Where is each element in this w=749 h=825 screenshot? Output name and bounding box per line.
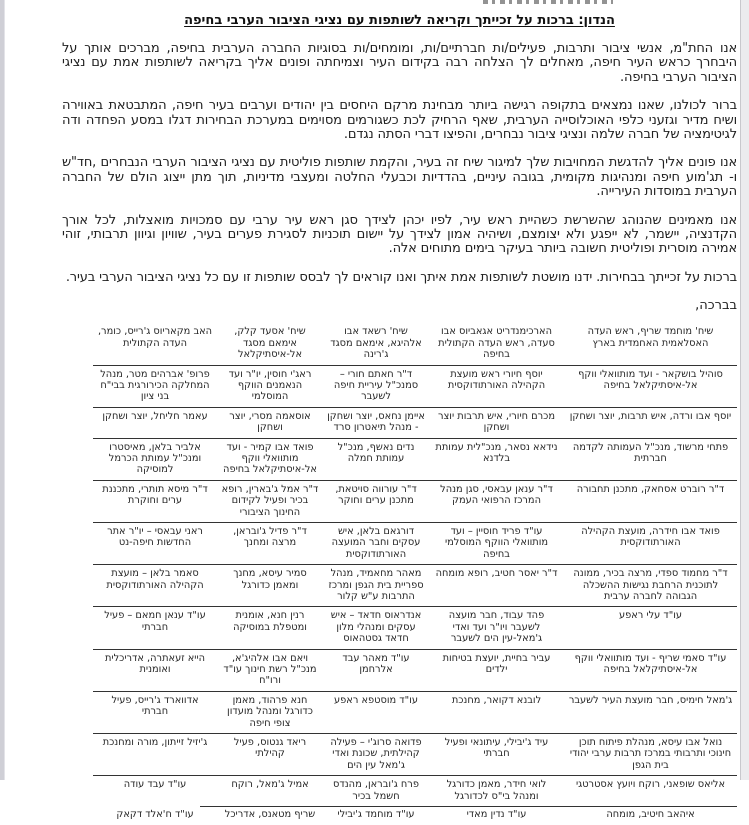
signatory-cell: דורגאם בלאן, איש עסקים וחבר המועצה האורתודוקסית — [331, 525, 421, 560]
signatory-cell: פתחי מרשוד, מנכ"ל העמותה לקדמה חברתית — [572, 441, 729, 464]
signatory-cell: ד"ר מיסא תותרי, מתכננת ערים וחוקרת — [102, 483, 208, 507]
signatory-row — [93, 692, 737, 734]
signatory-cell: אליאס שופאני, רוקח ויועץ אסטרטגי — [575, 779, 726, 791]
signatory-row — [93, 806, 737, 824]
signatory-row — [93, 323, 737, 365]
signatory-cell: עיד ג'יבילי, עיתונאי ופעיל חברתי — [444, 737, 549, 760]
signatory-cell: שריף מטאנס, אדריכל — [224, 809, 316, 821]
signatory-row — [93, 523, 737, 565]
signatory-cell: הארכימנדריט אגאביוס אבו סעדה, ראש העדה הקתולית בחיפה — [438, 326, 555, 361]
signatory-cell: שיח' אסעד קלק, אימאם מסגד אל-איסתיקלאל — [234, 326, 306, 361]
signatory-cell: עו"ד ח'אלד דקאק — [116, 809, 194, 821]
signatory-cell: ראני עבאסי – יו"ר אתר החדשות חיפה-נט — [107, 525, 203, 549]
signatory-cell: מכרם חיורי, איש תרבות יוצר ושחקן — [437, 410, 556, 434]
signatory-cell: פואד אבו חידרה, מועצת הקהילה האורתודוקסית — [581, 525, 720, 549]
closing-salutation: בברכה, — [695, 298, 737, 314]
signatory-cell: עו"ד מוסטפא ראפע — [334, 694, 418, 706]
signatory-cell: עו"ד מאהר עבד אלרחמן — [342, 652, 410, 676]
body-paragraph-3: אנו פונים אליך להדגשת המחויבות שלך למיגור שיח זה בעיר, והקמת שותפות פוליטית עם נציגי הציבור הערבי הנבחרים ,חד"ש ו- תג'מוע חיפה ומנהיגות מקומית, בגובה עיניים, בהדדיות וכבעלי החלטה ומעצבי מדיניות, תוך מתן ייצוג הולם של החברה הערבית במוסדות העירייה. — [62, 155, 737, 200]
signatory-cell: ד"ר מחמוד ספדי, מרצה בכיר, ממונה לתוכנית הרחבת נגישות ההשכלה הגבוהה לחברה ערבית — [573, 568, 728, 602]
signatory-row — [93, 408, 737, 439]
signatory-row — [93, 776, 737, 806]
letter-document — [62, 0, 737, 821]
signatory-cell: ד"ר עורווה סויטאת, מתכנן ערים וחוקר — [335, 483, 417, 507]
signatory-cell: עו"ד מוחמד ג'יבילי — [337, 809, 415, 821]
signatories-table — [93, 323, 737, 824]
signatory-cell: יוסף חיורי ראש מועצת הקהילה האורתודוקסית — [447, 368, 546, 391]
signatory-cell: נידאא נסאר, מנכ"לית עמותת בלדנא — [435, 441, 558, 464]
signatory-cell: סוהיל בושקאר - ועד מותוואלי ווקף אל-איסתיקלאל בחיפה — [578, 368, 723, 391]
signatory-row — [93, 607, 737, 649]
signatory-cell: אוסאמה מסרי, יוצר ושחקן — [229, 410, 311, 434]
signatory-cell: אנדראוס חדאד – איש עסקים ומנהלי מלון חדאד גסטהאוס — [330, 610, 422, 645]
signatory-cell: איהאב חיטיב, מומחה — [606, 809, 695, 821]
signatory-cell: ריאד גנטוס, פעיל קהילתי — [233, 737, 307, 760]
signatory-cell: מאהר מחאמיד, מנהל ספריית בית הגפן ומרכז התרבות ע"ש קלור — [328, 568, 424, 602]
signatory-cell: עו"ד ענאן חמאם – פעיל חברתי — [104, 610, 206, 633]
signatory-cell: לובנא דקואר, מחנכת — [451, 694, 542, 706]
signatory-cell: ד"ר יאסר חטיב, רופא מומחה — [435, 568, 558, 580]
signatory-cell: רנין חנא, אומנית ומטפלת במוסיקה — [233, 610, 307, 633]
signatory-cell: איימן נחאס, יוצר ושחקן - מנהל תיאטרון סרד — [327, 410, 425, 434]
signatory-cell: נדים נאשף, מנכ"ל עמותת חמלה — [337, 441, 415, 464]
signatory-cell: שיח' מוחמד שריף, ראש העדה האסלאמית האחמדית בארץ — [587, 326, 714, 349]
signatory-cell: נואל אבו עיסא, מנהלת פיתוח תוכן חינוכי ותרבותי במרכז תרבות ערבי יהודי בית הגפן — [569, 737, 732, 771]
signatory-cell: שיח' רשאד אבו אלהיגא, אימאם מסגד ג'רינה — [330, 326, 422, 361]
body-paragraph-5: ברכות על זכייתך בבחירות. ידנו מושטת לשותפות אמת איתך ואנו קוראים לך לבסס שותפות זו עם כל נציגי הציבור הערבי בעיר. — [65, 269, 737, 285]
signatory-cell: ד"ר רוברט אסחאק, מתכנן תחבורה — [576, 483, 725, 495]
signatory-row — [93, 650, 737, 692]
page-right-edge — [740, 0, 749, 780]
signatory-cell: סאמר בלאן – מועצת הקהילה האורתודוקסית — [106, 568, 204, 591]
signatory-row — [93, 481, 737, 523]
signatory-cell: ד"ר ענאן עבאסי, סגן מנהל המרכז הרפואי העמק — [440, 483, 553, 507]
signatory-cell: עו"ד נדין מאדי — [466, 809, 527, 821]
signatory-cell: האב מקאריוס ג'רייס, כומר, העדה הקתולית — [97, 326, 213, 349]
signatory-cell: לואי חידר, מאמן כדורגל ומנהל בי"ס לכדורגל — [446, 779, 547, 802]
body-paragraph-2: ברור לכולנו, שאנו נמצאים בתקופה רגישה ביותר מבחינת מרקם היחסים בין יהודים וערבים בעיר חיפה, המתבטאת באווירה ושיח מדיר וגזעני כלפי האוכלוסייה הערבית, שאף הרחיק לכת כשגורמים מסוימים במערכת הבחירות דגלו במסע הפחדה ודה לגיטימציה של חברה שלמה ונציגי ציבור נבחרים, והפיצו דברי הסתה נגדם. — [62, 98, 737, 143]
signatory-row — [93, 366, 737, 408]
signatory-cell: פדואה סרוג'י – פעילה קהילתית, שכונת ואדי ג'מאל עין הים — [330, 737, 422, 771]
signatory-cell: פהד עבוד, חבר מועצה לשעבר ויו"ר ועד ואדי ג'מאל-עין הים לשעבר — [448, 610, 545, 645]
signatory-cell: עו"ד פריד חוסיין – ועד מותוואלי הווקף המוסלמי בחיפה — [444, 525, 549, 560]
signatory-cell: אדווארד ג'רייס, פעיל חברתי — [111, 694, 199, 718]
signatory-cell: פרח ג'ובראן, מהנדס חשמל בכיר — [333, 779, 419, 802]
signatory-row — [93, 734, 737, 776]
signatory-cell: יוסף אבו ורדה, איש תרבות, יוצר ושחקן — [569, 410, 732, 422]
signatory-cell: אלביר בלאן, מאיסטרו ומנכ"ל עמותת הכרמל למוסיקה — [108, 441, 202, 476]
signatory-cell: ראג'י חוסין, יו"ר ועד הנאמנים הווקף המוסלמי — [228, 368, 312, 403]
signatory-cell: אמיל ג'מאל, רוקח — [231, 779, 309, 791]
signatory-row — [93, 565, 737, 607]
signatory-cell: פרופ' אברהים מטר, מנהל המחלקה הכירורגית בבי"ח בני ציון — [100, 368, 210, 403]
signatory-cell: ג'מאל חימיס, חבר מועצת העיר לשעבר — [568, 694, 733, 706]
subject-line: הנדון: ברכות על זכייתך וקריאה לשותפות עם נציגי הציבור הערבי בחיפה — [184, 13, 615, 28]
signatory-cell: ד"ר פדיל ג'ובראן, מרצה ומחנך — [233, 525, 307, 549]
signatory-cell: ג'יזיל זייתון, מורה ומחנכת — [102, 737, 208, 749]
signatory-cell: ויאם אבו אלהיג'א, מנכ"ל רשת חינוך עו"ד ורו"ח — [223, 652, 317, 687]
signatory-cell: פואד אבו קמיר - ועד מותוואלי ווקף אל-איסתיקלאל בחיפה — [223, 441, 317, 476]
signatory-row — [93, 439, 737, 481]
signatory-cell: הייא זעאתרה, אדריכלית ואומנית — [104, 652, 206, 676]
signatory-cell: עו"ד סאמי שריף - ועד מותוואלי ווקף אל-איסתיקלאל בחיפה — [574, 652, 727, 676]
signatory-cell: עאמר חליחל, יוצר ושחקן — [102, 410, 208, 422]
signatory-cell: עביר בחיית, יועצת בטיחות ילדים — [442, 652, 551, 676]
signatory-cell: עו"ד עלי ראפע — [618, 610, 683, 622]
signatory-cell: חנא פרהוד, מאמן כדורגל ומנהל מועדון צופי חיפה — [227, 694, 313, 729]
signatory-cell: עו"ד עבד עודה — [123, 779, 187, 791]
signatory-cell: ד"ר חאתם חורי – סמנכ"ל עיריית חיפה לשעבר — [333, 368, 419, 403]
signatory-cell: סמיר עיסא, מחנך ומאמן כדורגל — [233, 568, 307, 591]
body-paragraph-1: אנו החת"מ, אנשי ציבור ותרבות, פעילים/ות חברתיים/ות, ומומחים/ות בסוגיות החברה הערבית בחיפה, מברכים אותך על היבחרך כראש העיר חיפה, מאחלים לך הצלחה רבה בקידום העיר וצמיחתה ופונים אליך בקריאה לשותפות אמת עם נציגי הציבור הערבי בחיפה. — [62, 41, 737, 85]
signatory-cell: ד"ר אמל ג'בארין, רופא בכיר ופעיל לקידום החינוך הציבורי — [221, 483, 319, 518]
body-paragraph-4: אנו מאמינים שהנוהג שהשרשת כשהיית ראש עיר, לפיו יכהן לצידך סגן ראש עיר ערבי עם סמכויות מואצלות, לכל אורך הקדנציה, יישמר, לא ייפגע ולא יצומצם, ושיהיה אמון לצידך על יישום תוכניות לסגירת פערים בעיר, שוויון וגיוון תרבותי, זוהי אמירה מוסרית ופוליטית חשובה ביותר בעיקר בימים מתוחים אלה. — [62, 212, 737, 257]
page-left-edge — [0, 0, 5, 780]
